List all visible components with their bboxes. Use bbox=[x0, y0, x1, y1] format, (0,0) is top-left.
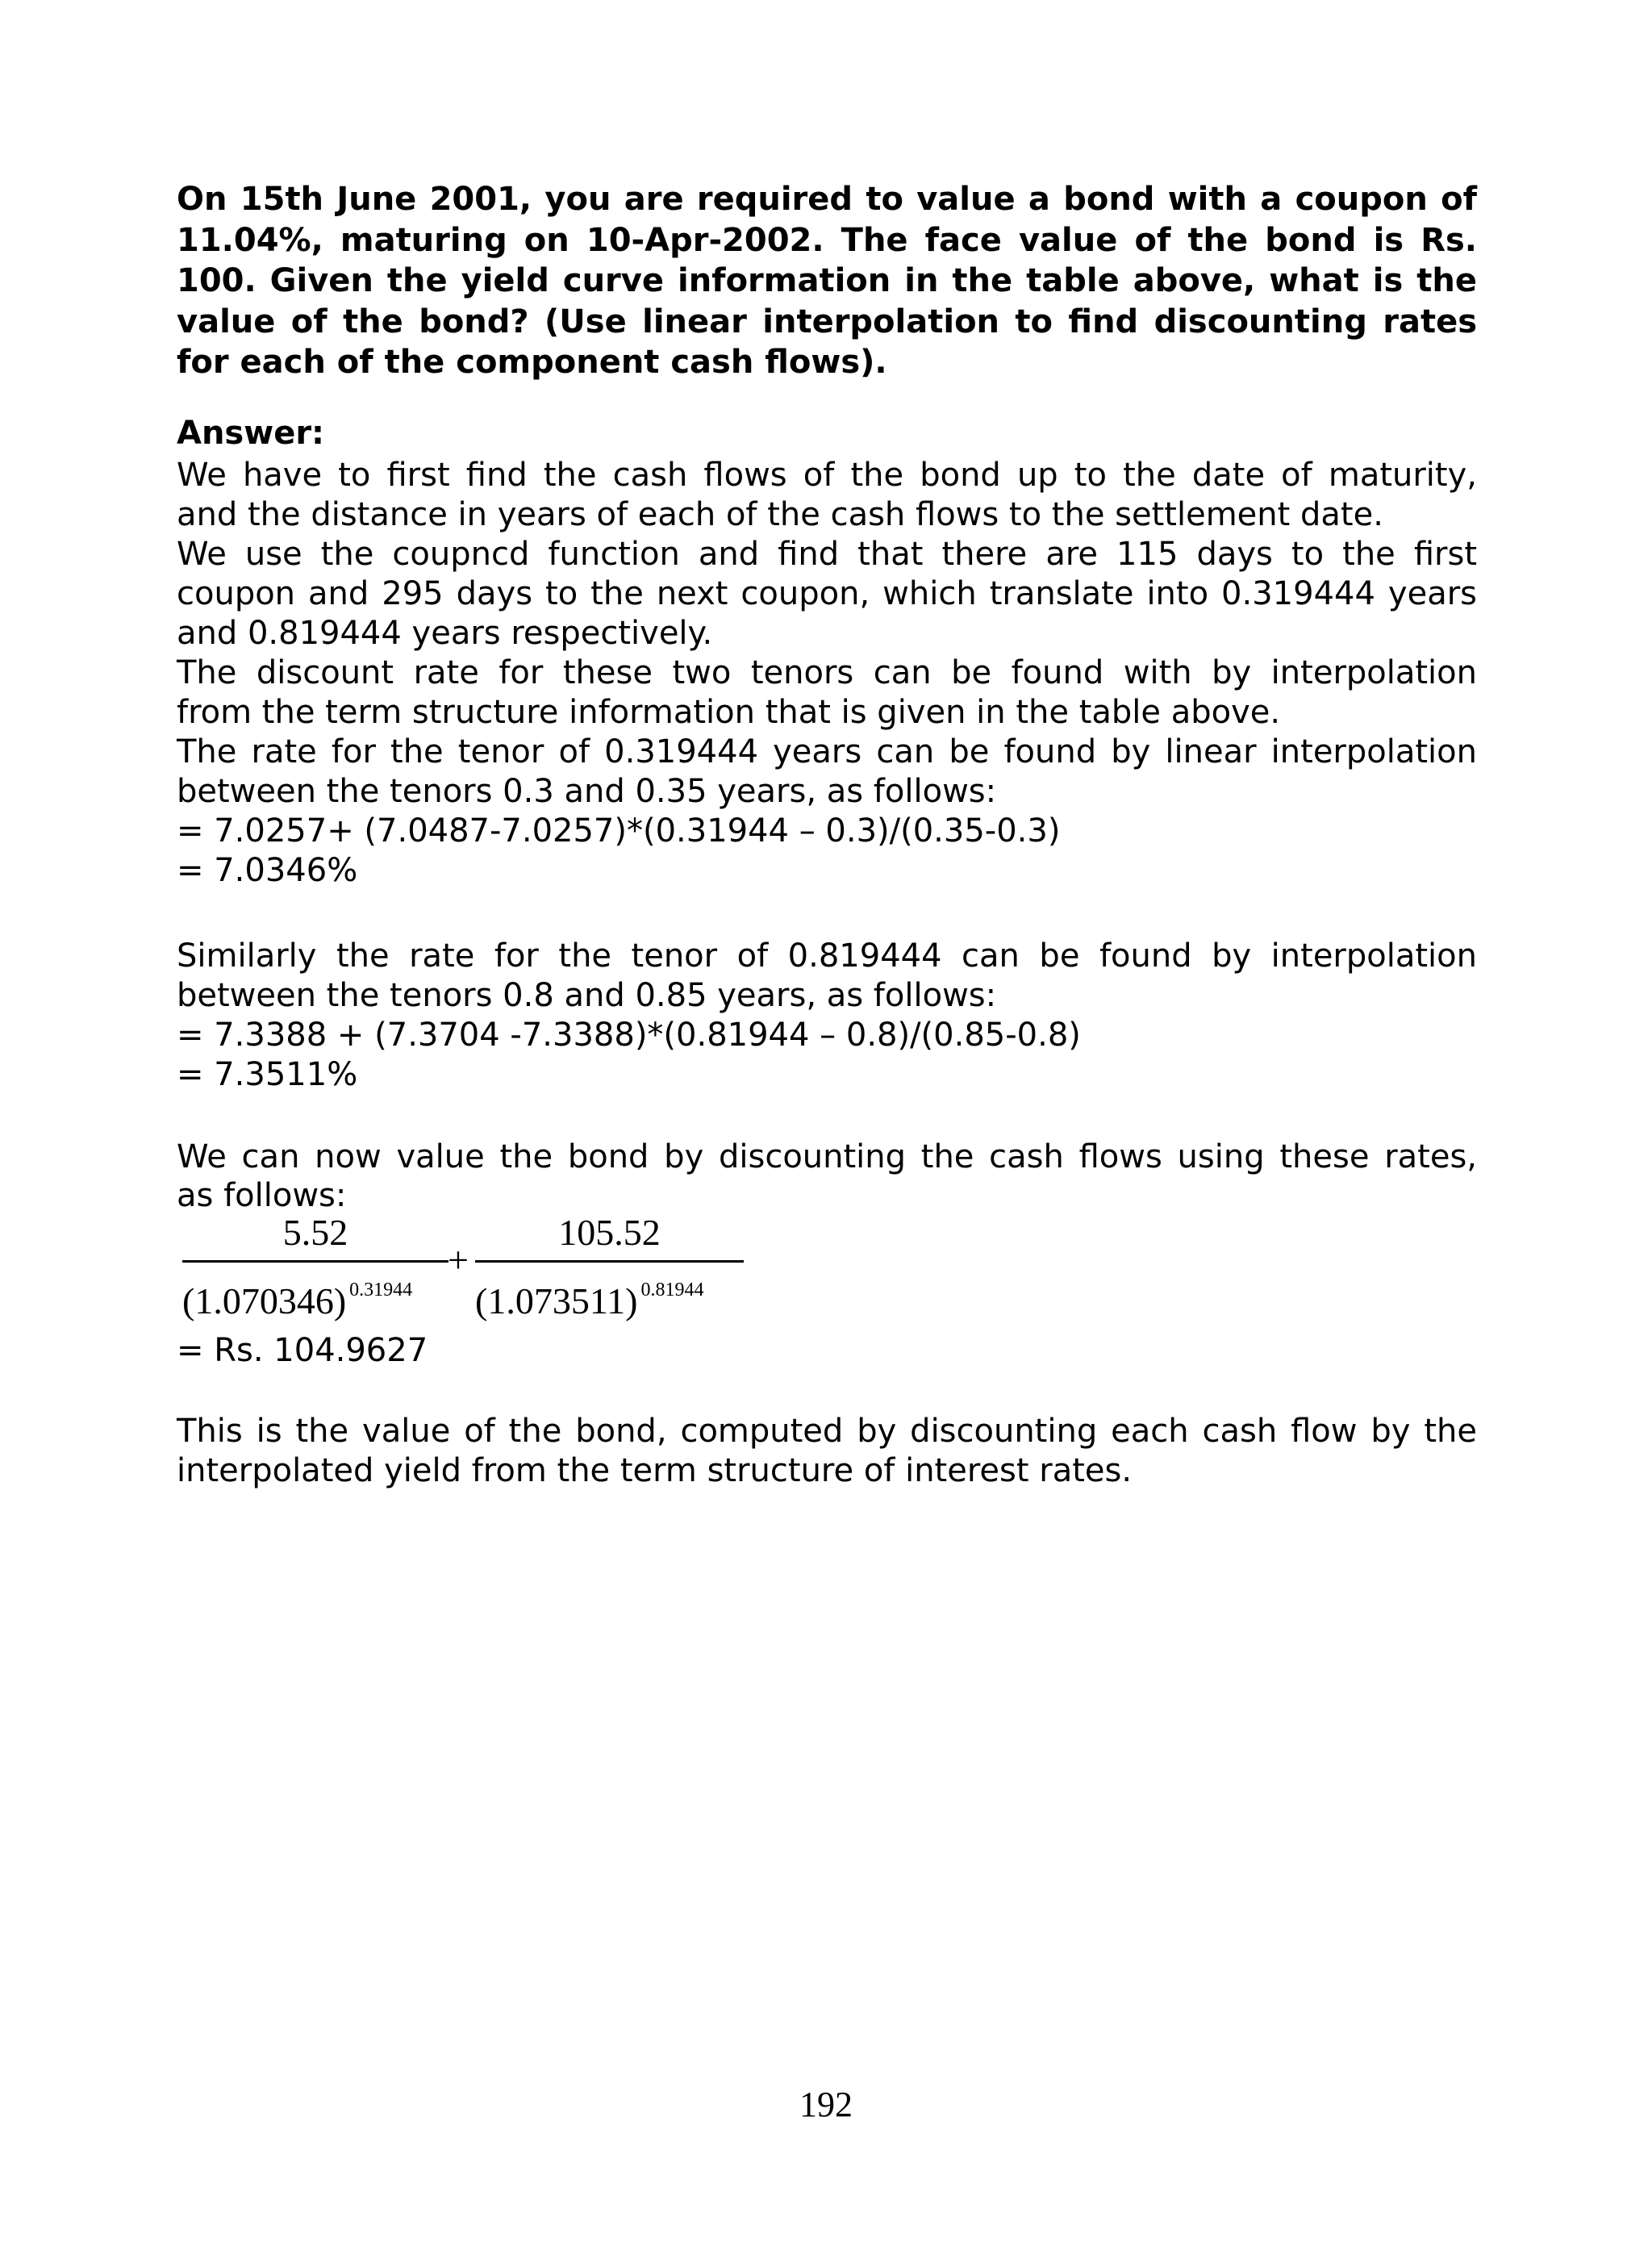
question-line: 100. Given the yield curve information in the table above, what is the bbox=[177, 262, 1477, 299]
answer-line: The discount rate for these two tenors can be found with by interpolation bbox=[177, 654, 1477, 691]
fraction-term-2 bbox=[475, 1210, 744, 1324]
question-line: 11.04%, maturing on 10-Apr-2002. The face value of the bond is Rs. bbox=[177, 221, 1477, 259]
answer-line: from the term structure information that is given in the table above. bbox=[177, 694, 1281, 731]
denominator bbox=[182, 1267, 448, 1324]
numerator: 5.52 bbox=[282, 1212, 348, 1253]
answer-line: between the tenors 0.3 and 0.35 years, as follows: bbox=[177, 773, 997, 810]
answer-line: This is the value of the bond, computed by discounting each cash flow by the bbox=[177, 1413, 1477, 1450]
discount-formula bbox=[177, 1210, 757, 1331]
numerator: 105.52 bbox=[558, 1212, 661, 1253]
answer-line: as follows: bbox=[177, 1177, 347, 1214]
answer-line: The rate for the tenor of 0.319444 years can be found by linear interpolation bbox=[177, 733, 1477, 770]
question-line: On 15th June 2001, you are required to value a bond with a coupon of bbox=[177, 181, 1477, 218]
formula-line: = 7.0257+ (7.0487-7.0257)*(0.31944 – 0.3)/(0.35-0.3) bbox=[177, 812, 1061, 850]
fraction-term-1 bbox=[182, 1210, 448, 1324]
answer-line: We use the coupncd function and find that there are 115 days to the first bbox=[177, 536, 1477, 573]
denominator-base: (1.070346) bbox=[182, 1280, 347, 1321]
answer-line: We can now value the bond by discounting the cash flows using these rates, bbox=[177, 1138, 1477, 1175]
denominator-base: (1.073511) bbox=[475, 1280, 638, 1321]
answer-line: and 0.819444 years respectively. bbox=[177, 615, 713, 652]
formula-line: = 7.3388 + (7.3704 -7.3388)*(0.81944 – 0.8)/(0.85-0.8) bbox=[177, 1017, 1081, 1054]
result-line: = 7.3511% bbox=[177, 1056, 358, 1093]
fraction-bar bbox=[182, 1260, 448, 1263]
denominator bbox=[475, 1267, 744, 1324]
answer-line: coupon and 295 days to the next coupon, which translate into 0.319444 years bbox=[177, 575, 1477, 612]
question-paragraph bbox=[177, 179, 1477, 383]
result-line: = Rs. 104.9627 bbox=[177, 1332, 428, 1369]
plus-operator: + bbox=[448, 1239, 469, 1280]
fraction-bar bbox=[475, 1260, 744, 1263]
exponent: 0.81944 bbox=[640, 1280, 704, 1301]
page-number: 192 bbox=[799, 2085, 853, 2124]
result-line: = 7.0346% bbox=[177, 852, 358, 889]
exponent: 0.31944 bbox=[349, 1280, 413, 1301]
answer-line: between the tenors 0.8 and 0.85 years, as follows: bbox=[177, 977, 997, 1014]
question-line: value of the bond? (Use linear interpolation to find discounting rates bbox=[177, 303, 1477, 340]
answer-line: and the distance in years of each of the cash flows to the settlement date. bbox=[177, 496, 1383, 533]
answer-line: Similarly the rate for the tenor of 0.819444 can be found by interpolation bbox=[177, 937, 1477, 975]
answer-line: We have to first find the cash flows of the bond up to the date of maturity, bbox=[177, 457, 1477, 494]
question-line: for each of the component cash flows). bbox=[177, 344, 887, 381]
answer-heading: Answer: bbox=[177, 415, 325, 452]
answer-line: interpolated yield from the term structure of interest rates. bbox=[177, 1452, 1133, 1489]
